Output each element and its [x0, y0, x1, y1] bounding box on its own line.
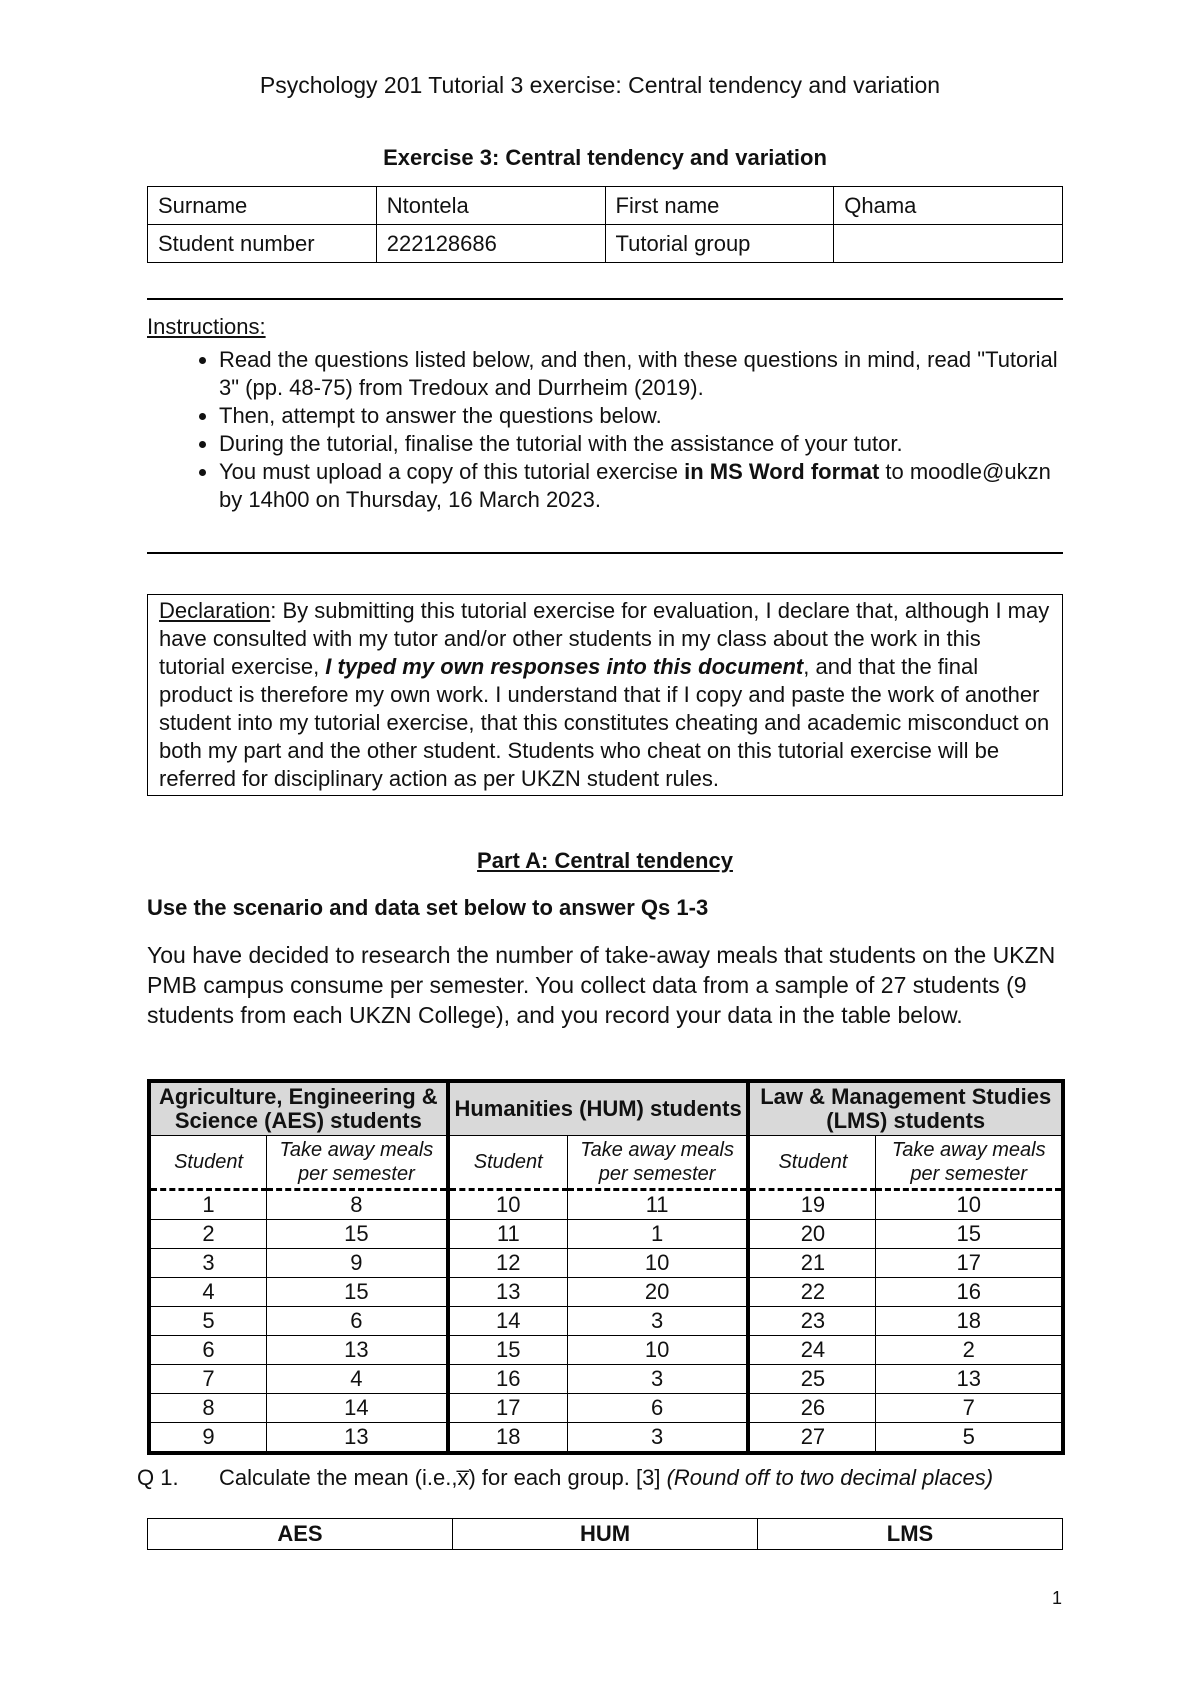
meals-count-cell: 11: [567, 1190, 748, 1220]
meals-count-cell: 9: [267, 1249, 448, 1278]
student-id-cell: 26: [748, 1394, 876, 1423]
declaration-text: , and that the final product is therefore my own work. I understand that if I copy and paste the work of another student into my tutorial exercise, that this constitutes cheating and academic misconduct on both my part and the other student. Students who cheat on this tutorial exercise will be referred for disciplinary action as per UKZN student rules.: [159, 654, 1050, 791]
student-id-cell: 11: [448, 1220, 568, 1249]
scenario-text: You have decided to research the number of take-away meals that students on the UKZN PMB campus consume per semester. You collect data from a sample of 27 students (9 students from each UKZN College), and you record your data in the table below.: [147, 942, 1056, 1028]
page-number: 1: [1052, 1588, 1063, 1608]
student-id-cell: 21: [748, 1249, 876, 1278]
student-id-cell: 24: [748, 1336, 876, 1365]
column-header-student: Student: [149, 1136, 267, 1190]
student-id-cell: 15: [448, 1336, 568, 1365]
group-header-hum: Humanities (HUM) students: [448, 1081, 749, 1136]
instruction-item: • During the tutorial, finalise the tutorial with the assistance of your tutor.: [219, 430, 1063, 458]
meals-count-cell: 3: [567, 1365, 748, 1394]
student-id-cell: 3: [149, 1249, 267, 1278]
instructions-section: [147, 314, 1063, 514]
instruction-item: [219, 458, 1063, 514]
meals-count-cell: 6: [567, 1394, 748, 1423]
student-number-label: Student number: [148, 225, 377, 263]
table-row: [149, 1278, 1063, 1307]
column-header-meals: Take away meals per semester: [876, 1136, 1063, 1190]
meals-count-cell: 20: [567, 1278, 748, 1307]
meals-count-cell: 13: [876, 1365, 1063, 1394]
meals-count-cell: 3: [567, 1423, 748, 1454]
student-id-cell: 9: [149, 1423, 267, 1454]
question-number: Q 1.: [137, 1465, 179, 1490]
tutorial-group-value[interactable]: [834, 225, 1063, 263]
meals-count-cell: 8: [267, 1190, 448, 1220]
question-note: (Round off to two decimal places): [666, 1465, 994, 1490]
meals-count-cell: 18: [876, 1307, 1063, 1336]
meals-data-table: [147, 1079, 1065, 1455]
table-row: [149, 1423, 1063, 1454]
instruction-bold-text: in MS Word format: [684, 459, 880, 484]
mean-header-aes: AES: [148, 1519, 453, 1550]
student-id-cell: 20: [748, 1220, 876, 1249]
table-row: [149, 1220, 1063, 1249]
exercise-title: Exercise 3: Central tendency and variation: [383, 145, 827, 170]
student-id-cell: 2: [149, 1220, 267, 1249]
group-header-lms: Law & Management Studies (LMS) students: [748, 1081, 1063, 1136]
student-id-cell: 6: [149, 1336, 267, 1365]
meals-count-cell: 3: [567, 1307, 748, 1336]
meals-count-cell: 6: [267, 1307, 448, 1336]
column-header-meals: Take away meals per semester: [267, 1136, 448, 1190]
meals-count-cell: 1: [567, 1220, 748, 1249]
instructions-list: [147, 346, 1063, 514]
meals-count-cell: 10: [567, 1336, 748, 1365]
part-a-title: Part A: Central tendency: [477, 848, 733, 873]
divider-top: [147, 298, 1063, 300]
instruction-text: to moodle@ukzn by 14h00 on Thursday, 16 March 2023.: [219, 459, 1051, 512]
meals-count-cell: 15: [267, 1220, 448, 1249]
meals-count-cell: 14: [267, 1394, 448, 1423]
student-id-cell: 4: [149, 1278, 267, 1307]
declaration-text: : By submitting this tutorial exercise for evaluation, I declare that, although I may have consulted with my tutor and/or other students in my class about the work in this tutorial exercise,: [159, 598, 1050, 679]
meals-count-cell: 10: [876, 1190, 1063, 1220]
student-id-cell: 13: [448, 1278, 568, 1307]
student-id-cell: 1: [149, 1190, 267, 1220]
first-name-label: First name: [605, 187, 834, 225]
student-id-cell: 16: [448, 1365, 568, 1394]
meals-count-cell: 4: [267, 1365, 448, 1394]
table-row: [149, 1190, 1063, 1220]
mean-header-lms: LMS: [758, 1519, 1063, 1550]
meals-count-cell: 5: [876, 1423, 1063, 1454]
question-text-wrap: [219, 1464, 1059, 1491]
instruction-text: You must upload a copy of this tutorial exercise: [219, 459, 685, 484]
question-text: Calculate the mean (i.e.,x̅) for each group. [3]: [219, 1465, 667, 1490]
student-number-value[interactable]: 222128686: [376, 225, 605, 263]
meals-count-cell: 15: [267, 1278, 448, 1307]
scenario-heading: Use the scenario and data set below to answer Qs 1-3: [147, 895, 709, 920]
table-row: [149, 1394, 1063, 1423]
student-id-cell: 12: [448, 1249, 568, 1278]
student-id-cell: 17: [448, 1394, 568, 1423]
mean-answer-table: [147, 1518, 1063, 1550]
instruction-item: • Read the questions listed below, and then, with these questions in mind, read "Tutorial 3" (pp. 48-75) from Tredoux and Durrheim (2019).: [219, 346, 1063, 402]
declaration-emphasis: I typed my own responses into this document: [325, 654, 804, 679]
student-info-table: [147, 186, 1063, 263]
table-row: [149, 1336, 1063, 1365]
student-id-cell: 7: [149, 1365, 267, 1394]
surname-value[interactable]: Ntontela: [376, 187, 605, 225]
divider-bottom: [147, 552, 1063, 554]
meals-count-cell: 7: [876, 1394, 1063, 1423]
declaration-box: [147, 594, 1063, 796]
student-id-cell: 23: [748, 1307, 876, 1336]
group-header-aes: Agriculture, Engineering & Science (AES) students: [149, 1081, 448, 1136]
table-row: [149, 1307, 1063, 1336]
student-id-cell: 25: [748, 1365, 876, 1394]
meals-count-cell: 16: [876, 1278, 1063, 1307]
student-id-cell: 19: [748, 1190, 876, 1220]
meals-count-cell: 17: [876, 1249, 1063, 1278]
student-id-cell: 14: [448, 1307, 568, 1336]
meals-count-cell: 13: [267, 1336, 448, 1365]
surname-label: Surname: [148, 187, 377, 225]
table-row: [149, 1249, 1063, 1278]
declaration-label: Declaration: [159, 598, 271, 623]
data-table-body: [149, 1190, 1063, 1454]
column-header-meals: Take away meals per semester: [567, 1136, 748, 1190]
student-id-cell: 5: [149, 1307, 267, 1336]
table-row: [149, 1365, 1063, 1394]
student-id-cell: 18: [448, 1423, 568, 1454]
instructions-label: Instructions:: [147, 314, 266, 339]
meals-count-cell: 2: [876, 1336, 1063, 1365]
student-id-cell: 22: [748, 1278, 876, 1307]
student-id-cell: 8: [149, 1394, 267, 1423]
column-header-student: Student: [748, 1136, 876, 1190]
tutorial-group-label: Tutorial group: [605, 225, 834, 263]
student-id-cell: 27: [748, 1423, 876, 1454]
meals-count-cell: 13: [267, 1423, 448, 1454]
page-header: Psychology 201 Tutorial 3 exercise: Central tendency and variation: [259, 72, 941, 98]
meals-count-cell: 10: [567, 1249, 748, 1278]
mean-header-hum: HUM: [453, 1519, 758, 1550]
student-id-cell: 10: [448, 1190, 568, 1220]
instruction-item: • Then, attempt to answer the questions below.: [219, 402, 1063, 430]
column-header-student: Student: [448, 1136, 568, 1190]
first-name-value[interactable]: Qhama: [834, 187, 1063, 225]
meals-count-cell: 15: [876, 1220, 1063, 1249]
